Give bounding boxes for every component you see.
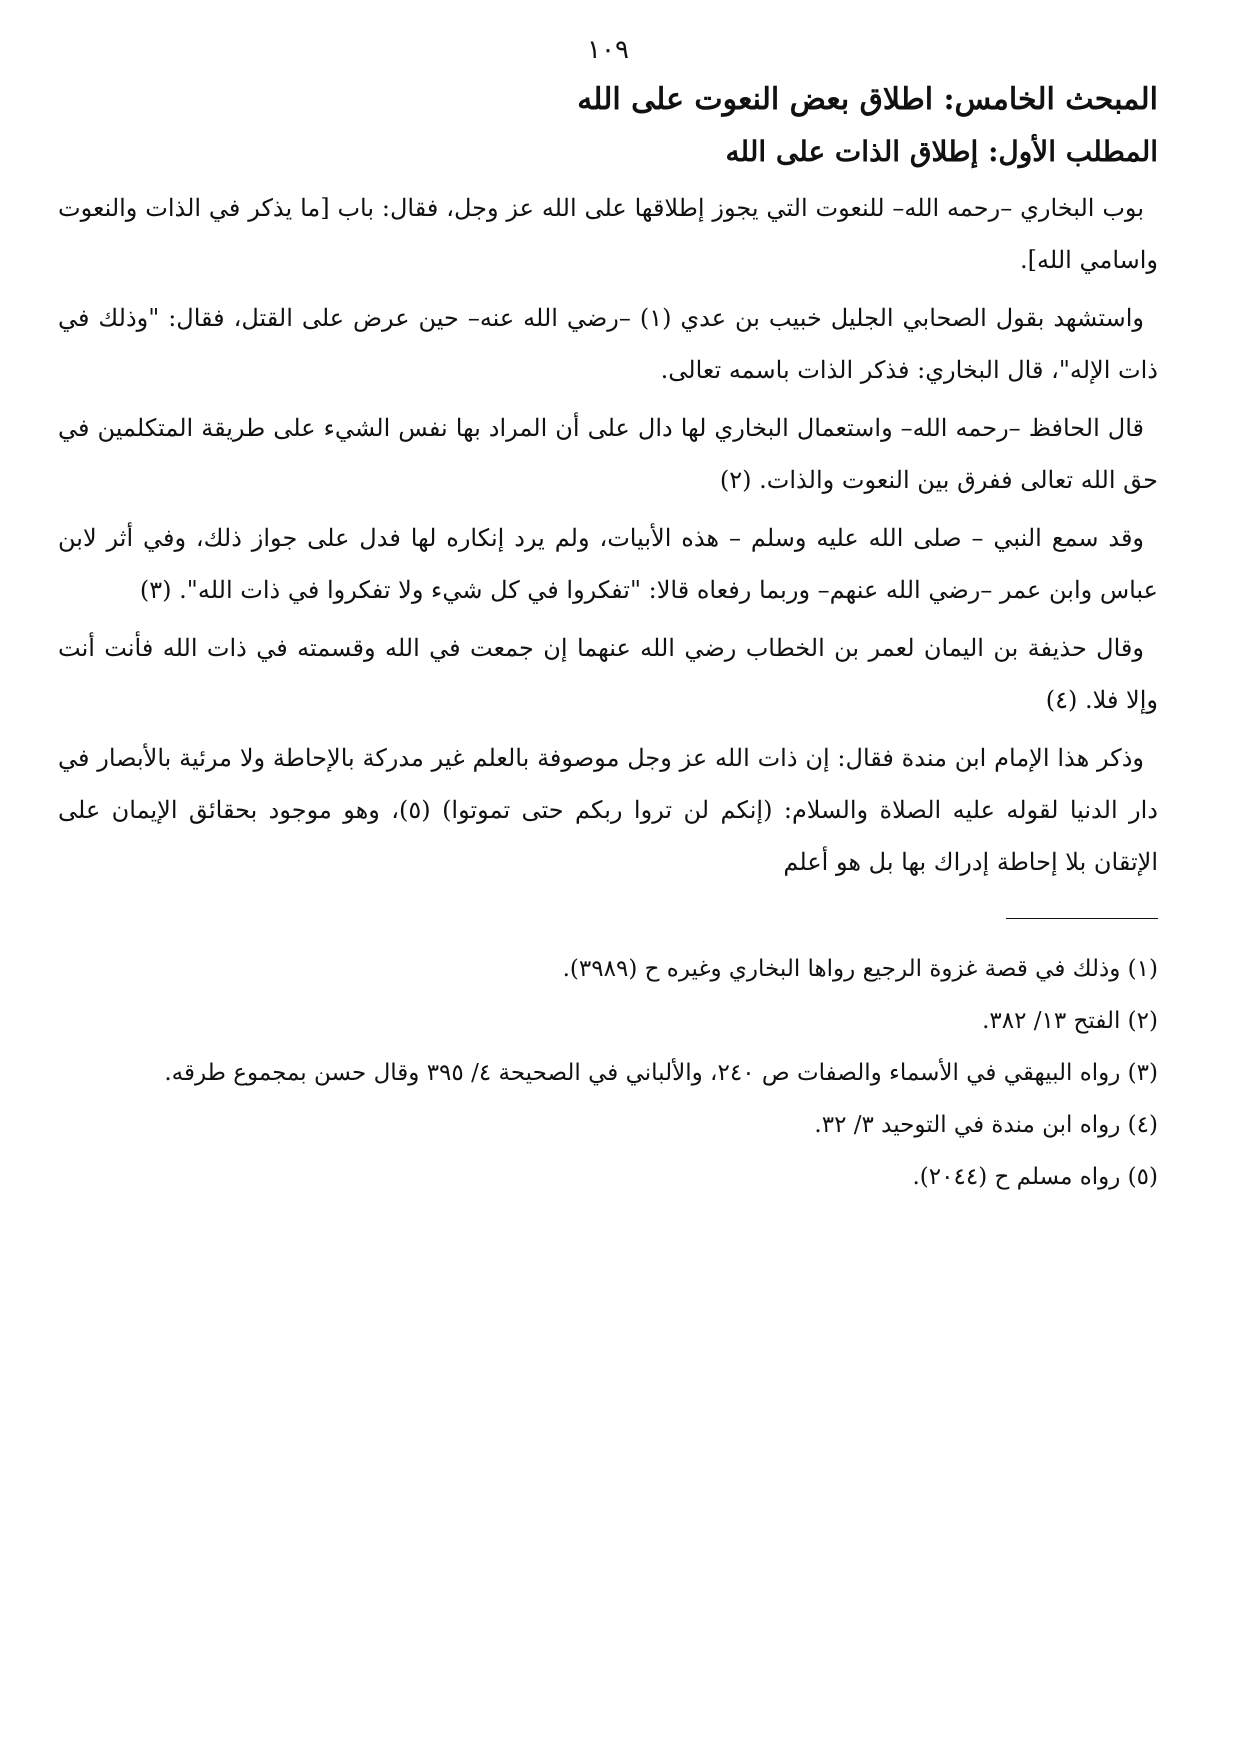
footnote: (١) وذلك في قصة غزوة الرجيع رواها البخاري وغيره ح (٣٩٨٩).: [562, 956, 1158, 982]
footnote: (٢) الفتح ١٣/ ٣٨٢.: [982, 1008, 1158, 1034]
footnote-separator: [1006, 918, 1158, 919]
footnotes: [58, 943, 1158, 1203]
paragraph: واستشهد بقول الصحابي الجليل خبيب بن عدي (١) –رضي الله عنه– حين عرض على القتل، فقال: "وذلك في ذات الإله"، قال البخاري: فذكر الذات باسمه تعالى.: [58, 304, 1158, 384]
paragraph: قال الحافظ –رحمه الله– واستعمال البخاري لها دال على أن المراد بها نفس الشيء على طريقة المتكلمين في حق الله تعالى ففرق بين النعوت والذات. (٢): [58, 414, 1158, 494]
footnote: (٣) رواه البيهقي في الأسماء والصفات ص ٢٤٠، والألباني في الصحيحة ٤/ ٣٩٥ وقال حسن بمجموع طرقه.: [164, 1060, 1158, 1086]
paragraph: بوب البخاري –رحمه الله– للنعوت التي يجوز إطلاقها على الله عز وجل، فقال: باب [ما يذكر في الذات والنعوت واسامي الله].: [58, 194, 1158, 274]
footnote: (٥) رواه مسلم ح (٢٠٤٤).: [912, 1164, 1158, 1190]
document-page: [58, 20, 1158, 1720]
section-subheading: المطلب الأول: إطلاق الذات على الله: [725, 135, 1158, 168]
paragraph: وقال حذيفة بن اليمان لعمر بن الخطاب رضي الله عنهما إن جمعت في الله وقسمته في ذات الله فأنت أنت وإلا فلا. (٤): [58, 634, 1158, 714]
page-number: ١٠٩: [587, 35, 629, 65]
body-text: [58, 182, 1158, 888]
paragraph: وذكر هذا الإمام ابن مندة فقال: إن ذات الله عز وجل موصوفة بالعلم غير مدركة بالإحاطة ولا مرئية بالأبصار في دار الدنيا لقوله عليه الصلاة والسلام: (إنكم لن تروا ربكم حتى تموتوا) (٥)، وهو موجود بحقائق الإيمان على الإتقان بلا إحاطة إدراك بها بل هو أعلم: [58, 744, 1158, 876]
section-heading: المبحث الخامس: اطلاق بعض النعوت على الله: [577, 82, 1158, 117]
paragraph: وقد سمع النبي – صلى الله عليه وسلم – هذه الأبيات، ولم يرد إنكاره لها فدل على جواز ذلك، وفي أثر لابن عباس وابن عمر –رضي الله عنهم– وربما رفعاه قالا: "تفكروا في كل شيء ولا تفكروا في ذات الله". (٣): [58, 524, 1158, 604]
footnote: (٤) رواه ابن مندة في التوحيد ٣/ ٣٢.: [814, 1112, 1158, 1138]
